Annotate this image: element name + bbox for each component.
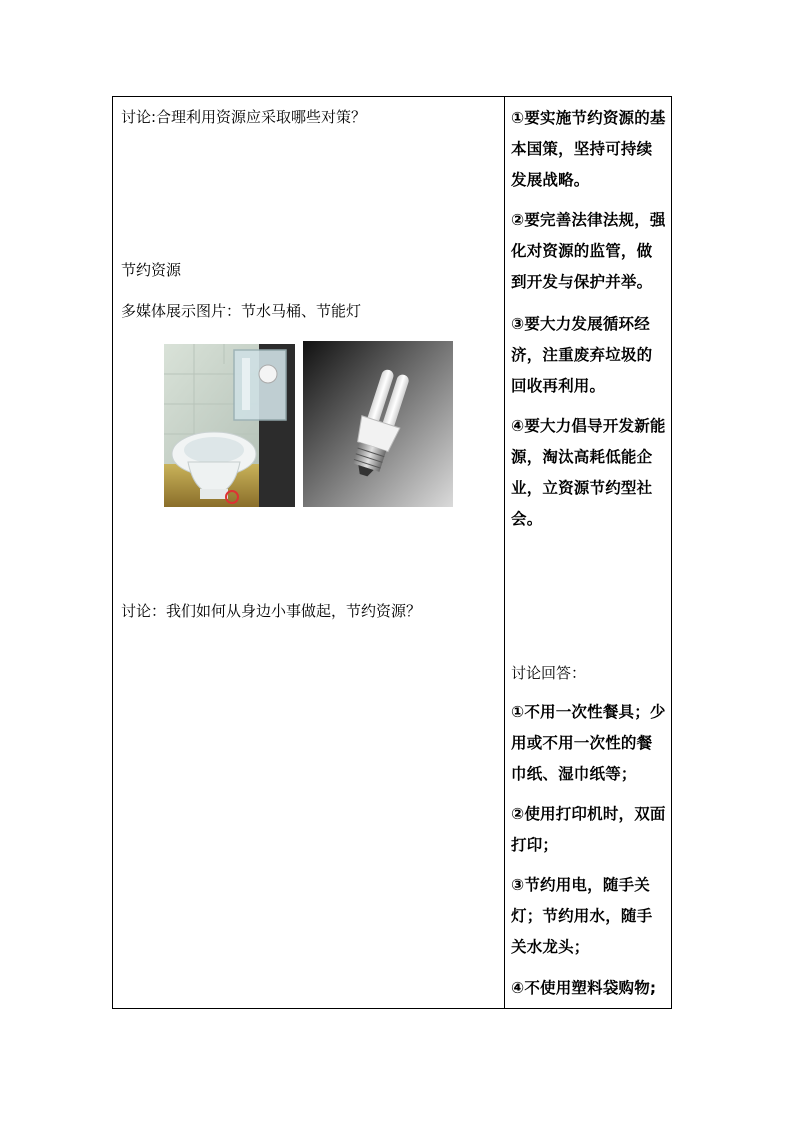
discussion-answer-3: ③节约用电，随手关灯；节约用水，随手关水龙头； <box>511 876 653 956</box>
section-heading: 节约资源 <box>121 261 182 279</box>
discussion-answer-label: 讨论回答： <box>511 664 587 682</box>
discussion-answer-1: ①不用一次性餐具；少用或不用一次性的餐巾纸、湿巾纸等； <box>511 703 666 783</box>
answer-item-2: ②要完善法律法规，强化对资源的监管，做到开发与保护并举。 <box>511 211 666 291</box>
lesson-table <box>112 96 672 1009</box>
left-column <box>113 97 504 1008</box>
question-1: 讨论:合理利用资源应采取哪些对策？ <box>121 108 367 126</box>
answer-item-1: ①要实施节约资源的基本国策，坚持可持续发展战略。 <box>511 109 666 189</box>
answer-item-4: ④要大力倡导开发新能源，淘汰高耗低能企业，立资源节约型社会。 <box>511 417 666 528</box>
right-column <box>505 97 671 1008</box>
answer-item-3: ③要大力发展循环经济，注重废弃垃圾的回收再利用。 <box>511 315 653 395</box>
discussion-answer-4: ④不使用塑料袋购物; <box>511 979 657 997</box>
media-caption: 多媒体展示图片：节水马桶、节能灯 <box>121 302 362 320</box>
toilet-image <box>164 344 295 507</box>
energy-saving-bulb-image <box>303 341 453 507</box>
discussion-answer-2: ②使用打印机时，双面打印； <box>511 805 666 854</box>
question-2: 讨论：我们如何从身边小事做起，节约资源？ <box>121 602 422 620</box>
